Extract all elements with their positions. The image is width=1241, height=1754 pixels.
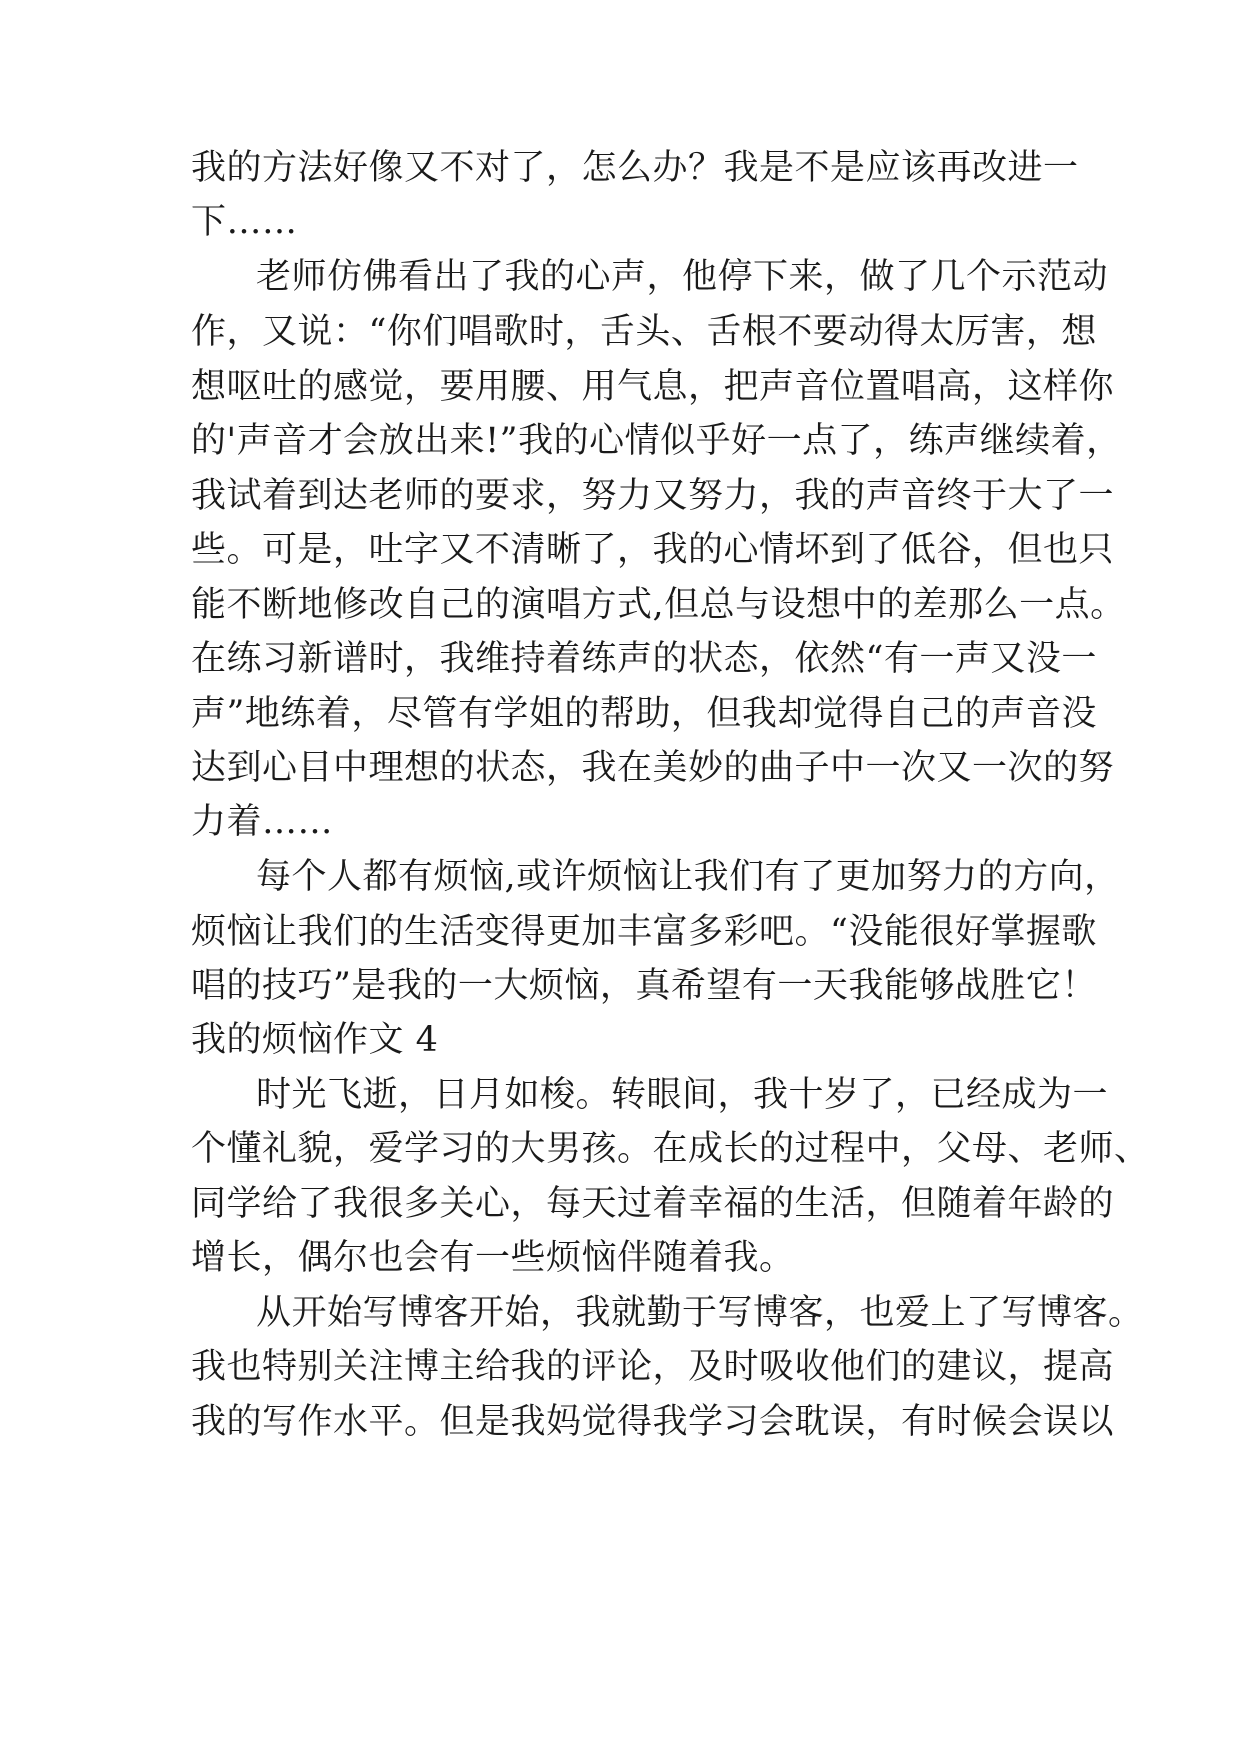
section-heading: 我的烦恼作文 4 xyxy=(191,1020,439,1060)
text-line: 增长，偶尔也会有一些烦恼伴随着我。 xyxy=(191,1238,795,1278)
text-line: 我的写作水平。但是我妈觉得我学习会耽误，有时候会误以 xyxy=(191,1402,1115,1442)
text-line: 能不断地修改自己的演唱方式,但总与设想中的差那么一点。 xyxy=(191,585,1126,625)
paragraph-start-line: 每个人都有烦恼,或许烦恼让我们有了更加努力的方向， xyxy=(256,857,1120,897)
text-line: 在练习新谱时，我维持着练声的状态，依然“有一声又没一 xyxy=(191,639,1097,679)
text-line: 些。可是，吐字又不清晰了，我的心情坏到了低谷，但也只 xyxy=(191,530,1115,570)
paragraph-start-line: 老师仿佛看出了我的心声，他停下来，做了几个示范动 xyxy=(256,257,1109,297)
text-line: 想呕吐的感觉，要用腰、用气息，把声音位置唱高，这样你 xyxy=(191,367,1115,407)
text-line: 我也特别关注博主给我的评论，及时吸收他们的建议，提高 xyxy=(191,1347,1115,1387)
text-line: 达到心目中理想的状态，我在美妙的曲子中一次又一次的努 xyxy=(191,748,1115,788)
text-line: 作，又说：“你们唱歌时，舌头、舌根不要动得太厉害，想 xyxy=(191,312,1097,352)
text-line: 声”地练着，尽管有学姐的帮助，但我却觉得自己的声音没 xyxy=(191,694,1097,734)
text-line: 烦恼让我们的生活变得更加丰富多彩吧。“没能很好掌握歌 xyxy=(191,912,1097,952)
text-line: 的'声音才会放出来!”我的心情似乎好一点了，练声继续着， xyxy=(191,421,1122,461)
text-line: 我的方法好像又不对了，怎么办？我是不是应该再改进一 xyxy=(191,148,1079,188)
text-line: 我试着到达老师的要求，努力又努力，我的声音终于大了一 xyxy=(191,476,1115,516)
text-line: 个懂礼貌，爱学习的大男孩。在成长的过程中，父母、老师、 xyxy=(191,1129,1150,1169)
text-line: 力着…… xyxy=(191,802,334,842)
text-line: 同学给了我很多关心，每天过着幸福的生活，但随着年龄的 xyxy=(191,1184,1115,1224)
paragraph-start-line: 时光飞逝，日月如梭。转眼间，我十岁了，已经成为一 xyxy=(256,1075,1109,1115)
paragraph-start-line: 从开始写博客开始，我就勤于写博客，也爱上了写博客。 xyxy=(256,1293,1144,1333)
text-line: 下…… xyxy=(191,202,298,242)
text-line: 唱的技巧”是我的一大烦恼，真希望有一天我能够战胜它！ xyxy=(191,966,1097,1006)
